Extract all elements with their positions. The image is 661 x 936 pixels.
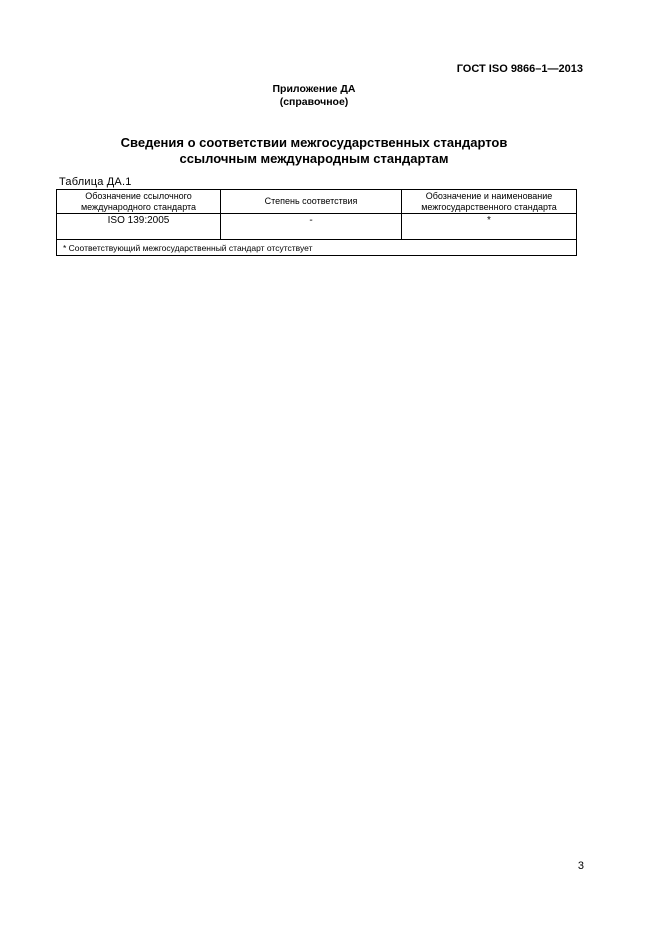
appendix-subtitle: (справочное) bbox=[279, 96, 349, 108]
table-caption: Таблица ДА.1 bbox=[59, 176, 132, 188]
table-cell-degree-of-correspondence: - bbox=[221, 214, 402, 240]
table-cell-interstate-standard: * bbox=[402, 214, 577, 240]
table-cell-international-standard: ISO 139:2005 bbox=[57, 214, 221, 240]
column-header-degree-of-correspondence: Степень соответствия bbox=[221, 190, 402, 214]
appendix-heading bbox=[0, 83, 628, 109]
correspondence-table bbox=[56, 189, 577, 256]
page-number: 3 bbox=[577, 860, 584, 872]
appendix-title: Приложение ДА bbox=[272, 83, 356, 95]
table-header-row bbox=[57, 190, 577, 214]
table-footnote-row bbox=[57, 240, 577, 256]
document-code: ГОСТ ISO 9866–1—2013 bbox=[456, 63, 583, 75]
column-header-interstate-standard: Обозначение и наименование межгосударственного стандарта bbox=[402, 190, 577, 214]
table-footnote: * Соответствующий межгосударственный стандарт отсутствует bbox=[57, 240, 577, 256]
column-header-international-standard: Обозначение ссылочного международного стандарта bbox=[57, 190, 221, 214]
section-title bbox=[0, 135, 628, 167]
section-title-line-2: ссылочным международным стандартам bbox=[179, 151, 449, 166]
table-row bbox=[57, 214, 577, 240]
section-title-line-1: Сведения о соответствии межгосударственных стандартов bbox=[120, 135, 508, 150]
